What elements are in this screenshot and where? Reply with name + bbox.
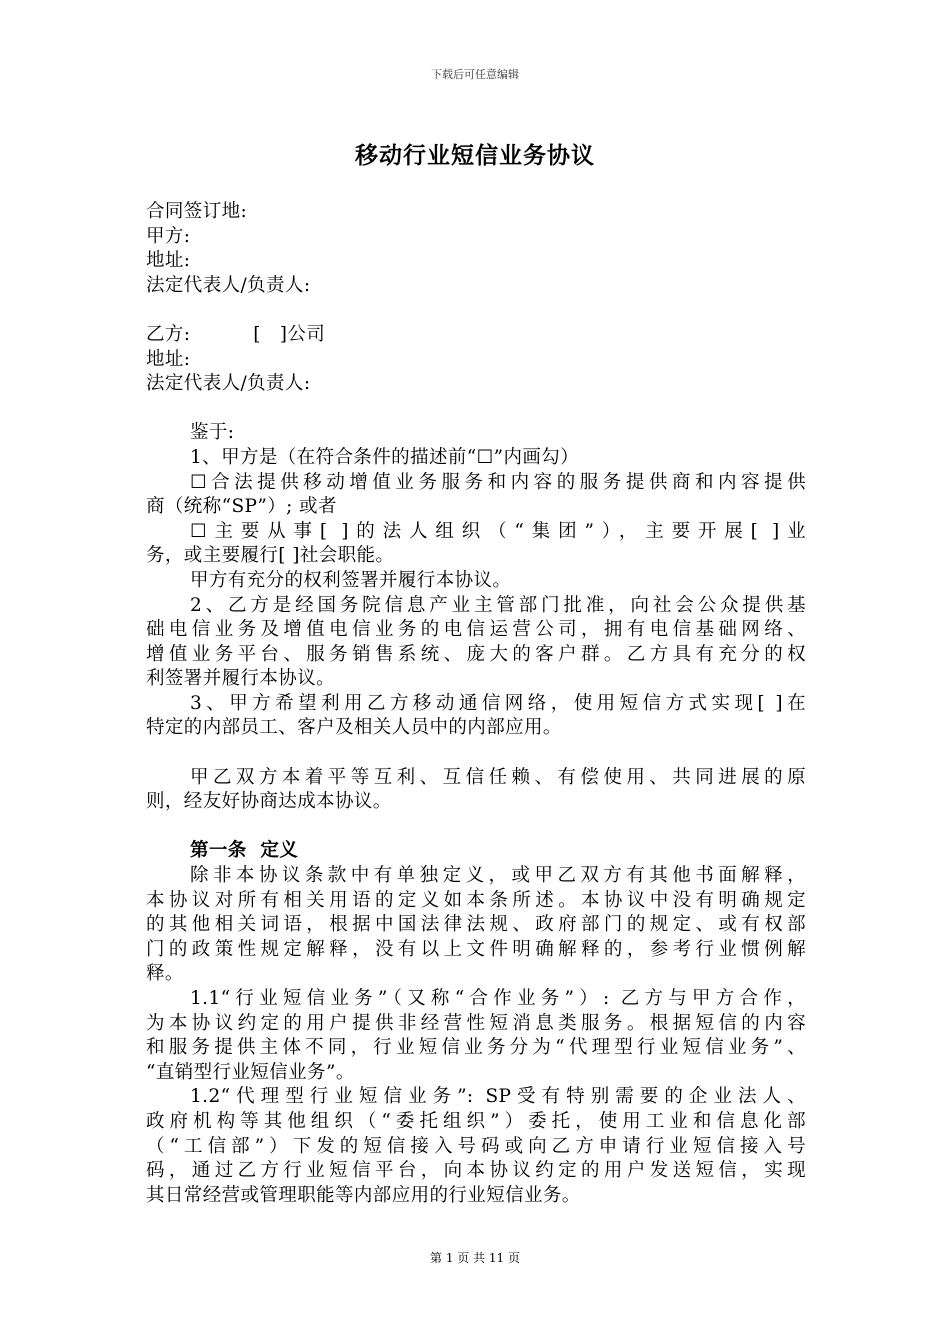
document-title: 移动行业短信业务协议 [355, 142, 595, 169]
recital-2: 2、乙方是经国务院信息产业主管部门批准，向社会公众提供基 [190, 594, 806, 616]
page-number-footer: 第 1 页 共 11 页 [430, 1251, 520, 1265]
recital-2-cont: 利签署并履行本协议。 [146, 668, 336, 690]
article-1-paragraph-cont: 释。 [146, 963, 184, 985]
document-body [146, 200, 806, 1208]
definition-1-1: 1.1“行业短信业务”（又称“合作业务”）: 乙方与甲方合作， [190, 988, 806, 1009]
definition-1-2-cont: 其日常经营或管理职能等内部应用的行业短信业务。 [146, 1184, 581, 1206]
definition-1-1-cont: 和服务提供主体不同，行业短信业务分为“代理型行业短信业务”、 [146, 1037, 806, 1059]
party-a-address-line: 地址: [146, 250, 191, 272]
definition-1-1-cont: 为本协议约定的用户提供非经营性短消息类服务。根据短信的内容 [146, 1012, 806, 1034]
whereas-label: 鉴于: [190, 422, 235, 444]
recital-1: 1、甲方是（在符合条件的描述前“☐”内画勾） [190, 446, 580, 468]
recital-1-option-1: ☐合法提供移动增值业务服务和内容的服务提供商和内容提供 [190, 471, 806, 493]
recital-1-option-1-cont: 商（统称“SP”）; 或者 [146, 496, 337, 518]
article-1-heading: 第一条 定义 [190, 840, 299, 862]
definition-1-2-cont: （“工信部”）下发的短信接入号码或向乙方申请行业短信接入号 [146, 1135, 806, 1157]
page-header-note: 下载后可任意编辑 [431, 68, 519, 81]
recital-3: 3、甲方希望利用乙方移动通信网络，使用短信方式实现[ ]在 [190, 692, 806, 714]
definition-1-2: 1.2“代理型行业短信业务”: SP受有特别需要的企业法人、 [190, 1086, 806, 1108]
article-1-paragraph: 除非本协议条款中有单独定义，或甲乙双方有其他书面解释， [190, 865, 806, 887]
spacer [146, 741, 806, 766]
spacer [146, 397, 806, 422]
spacer [146, 298, 806, 323]
party-a-representative-line: 法定代表人/负责人: [146, 274, 311, 296]
party-b-representative-line: 法定代表人/负责人: [146, 373, 311, 395]
principle-paragraph: 甲乙双方本着平等互利、互信任赖、有偿使用、共同进展的原 [190, 766, 806, 788]
recital-2-cont: 础电信业务及增值电信业务的电信运营公司，拥有电信基础网络、 [146, 619, 806, 641]
recital-1-option-2: ☐主要从事[ ]的法人组织（“集团”），主要开展[ ]业 [190, 520, 806, 542]
party-b-address-line: 地址: [146, 348, 191, 370]
definition-1-2-cont: 码，通过乙方行业短信平台，向本协议约定的用户发送短信，实现 [146, 1160, 806, 1182]
article-1-paragraph-cont: 门的政策性规定解释，没有以上文件明确解释的，参考行业惯例解 [146, 938, 806, 960]
party-a-line: 甲方: [146, 225, 191, 247]
party-b-line: 乙方: [ ]公司 [146, 323, 326, 345]
principle-paragraph-cont: 则，经友好协商达成本协议。 [146, 791, 392, 813]
spacer [146, 815, 806, 840]
recital-2-cont: 增值业务平台、服务销售系统、庞大的客户群。乙方具有充分的权 [146, 643, 806, 665]
article-1-paragraph-cont: 的其他相关词语，根据中国法律法规、政府部门的规定、或有权部 [146, 914, 806, 936]
definition-1-2-cont: 政府机构等其他组织（“委托组织”）委托，使用工业和信息化部 [146, 1110, 806, 1132]
definition-1-1-cont: “直销型行业短信业务”。 [146, 1061, 355, 1083]
article-1-paragraph-cont: 本协议对所有相关用语的定义如本条所述。本协议中没有明确规定 [146, 889, 806, 911]
recital-1-option-2-cont: 务，或主要履行[ ]社会职能。 [146, 545, 395, 567]
recital-1-end: 甲方有充分的权利签署并履行本协议。 [190, 569, 512, 591]
sign-place-line: 合同签订地: [146, 201, 248, 222]
recital-3-cont: 特定的内部员工、客户及相关人员中的内部应用。 [146, 717, 562, 739]
